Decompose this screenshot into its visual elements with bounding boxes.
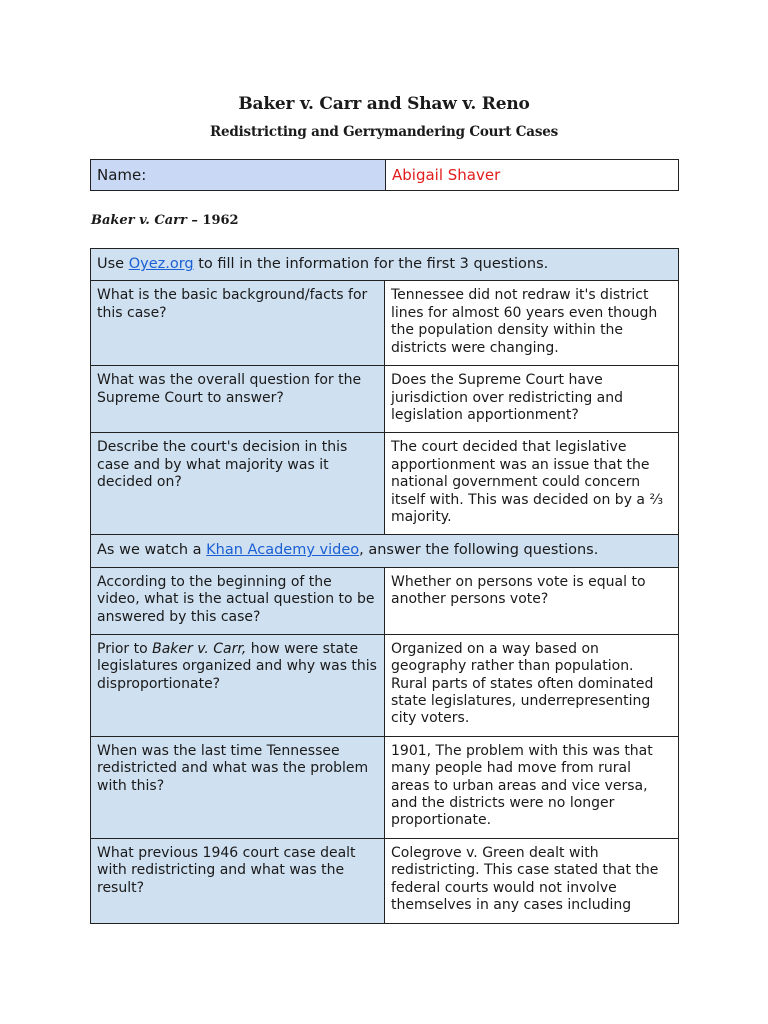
- question-cell: According to the beginning of the video, what is the actual question to be answered by this case?: [91, 567, 385, 634]
- answer-cell[interactable]: Whether on persons vote is equal to another persons vote?: [385, 567, 679, 634]
- question-suffix: how were state legislatures organized and why was this disproportionate?: [97, 640, 377, 692]
- document-subtitle: Redistricting and Gerrymandering Court Cases: [209, 124, 559, 140]
- table-row: [91, 736, 679, 838]
- question-cell: What was the overall question for the Supreme Court to answer?: [91, 366, 385, 433]
- answer-cell[interactable]: Does the Supreme Court have jurisdiction over redistricting and legislation apportionment?: [385, 366, 679, 433]
- case-name: Baker v. Carr: [91, 213, 187, 228]
- question-prefix: Prior to: [97, 640, 153, 657]
- document-title: Baker v. Carr and Shaw v. Reno: [238, 94, 530, 114]
- case-year: – 1962: [186, 213, 239, 228]
- khan-intro-row: [91, 535, 679, 567]
- oyez-intro-prefix: Use: [97, 256, 129, 272]
- khan-intro-suffix: , answer the following questions.: [359, 542, 599, 559]
- questions-table: [90, 248, 679, 924]
- oyez-link[interactable]: Oyez.org: [128, 256, 194, 272]
- question-cell: What previous 1946 court case dealt with redistricting and what was the result?: [91, 838, 385, 923]
- table-row: [91, 567, 679, 634]
- answer-cell[interactable]: Tennessee did not redraw it's district lines for almost 60 years even though the population density within the districts were changing.: [385, 281, 679, 366]
- case-reference: Baker v. Carr,: [152, 640, 247, 657]
- answer-cell[interactable]: 1901, The problem with this was that many people had move from rural areas to urban areas and vice versa, and the districts were no longer proportionate.: [385, 736, 679, 838]
- name-label: Name:: [91, 160, 386, 191]
- oyez-intro-suffix: to fill in the information for the first 3 questions.: [193, 256, 549, 272]
- table-row: [91, 366, 679, 433]
- answer-cell[interactable]: The court decided that legislative apportionment was an issue that the national government could concern itself with. This was decided on by a ⅔ majority.: [385, 433, 679, 535]
- answer-cell[interactable]: Colegrove v. Green dealt with redistricting. This case stated that the federal courts would not involve themselves in any cases including: [385, 838, 679, 923]
- table-row: [91, 281, 679, 366]
- table-row: [91, 838, 679, 923]
- name-value: Abigail Shaver: [386, 160, 679, 191]
- table-row: [91, 433, 679, 535]
- table-row: [91, 634, 679, 736]
- question-cell: When was the last time Tennessee redistricted and what was the problem with this?: [91, 736, 385, 838]
- section-heading: [91, 213, 239, 228]
- question-cell: [91, 634, 385, 736]
- name-table: [90, 159, 679, 191]
- question-cell: What is the basic background/facts for this case?: [91, 281, 385, 366]
- name-row: [91, 160, 679, 191]
- oyez-intro-row: [91, 249, 679, 281]
- question-cell: Describe the court's decision in this case and by what majority was it decided on?: [91, 433, 385, 535]
- oyez-intro-cell: [91, 249, 679, 281]
- khan-intro-prefix: As we watch a: [97, 542, 207, 559]
- khan-intro-cell: [91, 535, 679, 567]
- answer-cell[interactable]: Organized on a way based on geography rather than population. Rural parts of states often dominated state legislatures, underrepresenting city voters.: [385, 634, 679, 736]
- khan-academy-link[interactable]: Khan Academy video: [206, 542, 360, 559]
